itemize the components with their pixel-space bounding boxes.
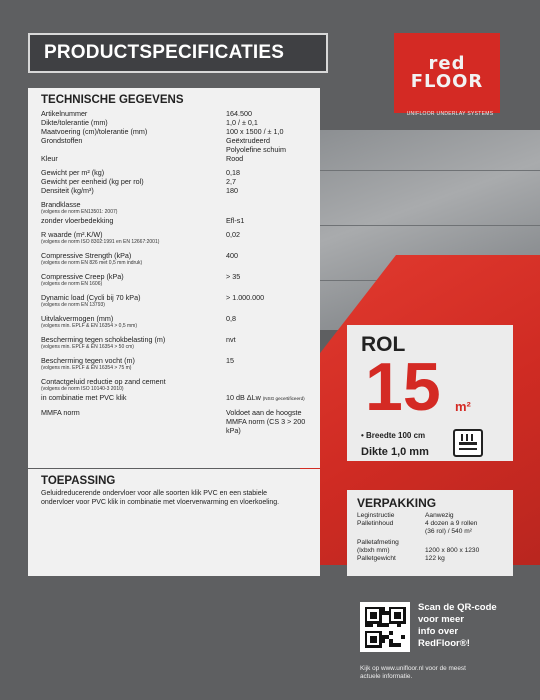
qr-finder: [370, 636, 377, 643]
spec-key: Grondstoffen: [41, 136, 83, 145]
roll-dimension-icon: [453, 429, 483, 457]
qr-code-icon[interactable]: [360, 602, 410, 652]
packaging-row: [357, 512, 503, 520]
qr-text-line: info over: [418, 626, 459, 637]
packaging-key: (lxbxh mm): [357, 547, 390, 554]
impact-sound-spec: [41, 377, 310, 403]
spec-key: zonder vloerbedekking: [41, 216, 114, 225]
technical-data-title: TECHNISCHE GEGEVENS: [41, 94, 184, 106]
spec-row: [41, 109, 310, 118]
icon-bar: [459, 442, 477, 445]
spec-key: Bescherming tegen schokbelasting (m): [41, 335, 166, 344]
packaging-row: [357, 539, 503, 547]
icon-bar: [459, 448, 477, 450]
spec-norm: (volgens de norm ISO 8302:1991 en EN 12667:2001): [41, 239, 160, 245]
spec-row: [41, 356, 310, 365]
spec-group: [41, 293, 310, 309]
footer-line: actuele informatie.: [360, 673, 413, 680]
roll-width: • Breedte 100 cm: [361, 431, 426, 440]
spec-row: [41, 314, 310, 323]
qr-text-line: voor meer: [418, 614, 464, 625]
redfloor-logo: [394, 33, 500, 113]
packaging-value: 4 dozen a 9 rollen: [425, 520, 478, 527]
qr-module: [401, 635, 405, 639]
spec-value: nvt: [226, 335, 236, 344]
spec-row: [41, 251, 310, 260]
icon-tick: [471, 434, 473, 441]
spec-row: [41, 216, 310, 225]
logo-word-bottom: FLOOR: [410, 71, 484, 92]
spec-value: Rood: [226, 154, 244, 163]
packaging-box: [347, 490, 513, 576]
impact-note: (NSG gecertificeerd): [262, 396, 305, 401]
spec-key: R waarde (m².K/W): [41, 230, 103, 239]
spec-row: [41, 145, 310, 154]
spec-value: Geëxtrudeerd: [226, 136, 270, 145]
spec-value: 164.500: [226, 109, 252, 118]
spec-value: Voldoet aan de hoogste: [226, 408, 302, 417]
spec-value: 1,0 / ± 0,1: [226, 118, 258, 127]
spec-row: [41, 272, 310, 281]
spec-value: 0,02: [226, 230, 240, 239]
footer-line: Kijk op www.unifloor.nl voor de meest: [360, 665, 466, 672]
roll-area-number: 15: [365, 349, 441, 425]
spec-group: [41, 314, 310, 330]
spec-key: Compressive Creep (kPa): [41, 272, 124, 281]
fire-class-spec: [41, 200, 310, 225]
packaging-key: Palletafmeting: [357, 539, 399, 546]
packaging-value: 122 kg: [425, 555, 445, 562]
spec-value: 0,18: [226, 168, 240, 177]
spec-key: Maatvoering (cm)/tolerantie (mm): [41, 127, 148, 136]
spec-value: Efl-s1: [226, 216, 245, 225]
spec-norm: (volgens de norm EN 826 met 0,5 mm indruk): [41, 260, 143, 266]
logo-tagline: UNIFLOOR UNDERLAY SYSTEMS: [406, 111, 494, 117]
spec-value: 180: [226, 186, 238, 195]
spec-row: [41, 377, 310, 386]
footer-note: [360, 665, 530, 681]
technical-data-panel: [28, 88, 320, 468]
spec-row: [41, 408, 310, 417]
spec-group: [41, 251, 310, 267]
spec-key: Gewicht per m² (kg): [41, 168, 105, 177]
spec-value: > 35: [226, 272, 241, 281]
spec-row: [41, 168, 310, 177]
application-text-line: Geluidreducerende ondervloer voor alle soorten klik PVC en een stabiele: [41, 490, 268, 497]
mmfa-spec: [41, 408, 310, 435]
page-header: [28, 33, 328, 73]
spec-value: MMFA norm (CS 3 > 200 kPa): [226, 417, 306, 435]
spec-value: Polyolefine schuim: [226, 145, 286, 154]
spec-key: Bescherming tegen vocht (m): [41, 356, 135, 365]
roll-area-unit: m²: [455, 399, 471, 414]
qr-module: [389, 631, 393, 635]
spec-row: [41, 293, 310, 302]
spec-key: Densiteit (kg/m³): [41, 186, 94, 195]
packaging-key: Palletgewicht: [357, 555, 396, 562]
spec-key: Brandklasse: [41, 200, 81, 209]
spec-norm: (volgens min. EPLF & EN 16354 > 0,5 mm): [41, 323, 138, 329]
spec-group: [41, 356, 310, 372]
spec-value: 400: [226, 251, 238, 260]
packaging-key: [357, 528, 425, 536]
spacer: [41, 417, 226, 435]
packaging-key: Palletinhoud: [357, 520, 394, 527]
spec-norm: (volgens de norm EN13501: 2007): [41, 209, 118, 215]
spec-key: Dynamic load (Cycli bij 70 kPa): [41, 293, 141, 302]
packaging-value: 1200 x 800 x 1230: [425, 547, 480, 554]
packaging-value: (36 rol) / 540 m²: [425, 528, 472, 535]
spec-key: Dikte/tolerantie (mm): [41, 118, 108, 127]
spec-key: MMFA norm: [41, 408, 80, 417]
spec-row: [41, 127, 310, 136]
packaging-row: [357, 547, 503, 555]
qr-module: [397, 643, 401, 647]
spec-value: > 1.000.000: [226, 293, 265, 302]
qr-text-line: Scan de QR-code: [418, 602, 497, 613]
spec-key: in combinatie met PVC klik: [41, 393, 127, 402]
spec-row: [41, 118, 310, 127]
impact-value: 10 dB ΔLw: [226, 393, 261, 402]
icon-tick: [461, 434, 463, 441]
spec-norm: (volgens de norm EN 13793): [41, 302, 105, 308]
spec-norm: (volgens min. EPLF & EN 16354 > 50 cm): [41, 344, 134, 350]
qr-text-line: RedFloor®!: [418, 638, 470, 649]
spec-norm: (volgens min. EPLF & EN 16354 > 75 m): [41, 365, 132, 371]
spec-row: [41, 136, 310, 145]
packaging-title: VERPAKKING: [357, 496, 437, 510]
spec-key: Artikelnummer: [41, 109, 88, 118]
spec-row: [41, 177, 310, 186]
spec-value: [226, 393, 310, 403]
spec-row: [41, 417, 310, 435]
spec-row: [41, 154, 310, 163]
application-text-line: ondervloer voor PVC klik in combinatie met vloerverwarming en vloerkoeling.: [41, 499, 280, 506]
packaging-row: [357, 555, 503, 563]
packaging-key: Leginstructie: [357, 512, 395, 519]
spec-row: [41, 200, 310, 209]
spec-key: Contactgeluid reductie op zand cement: [41, 377, 166, 386]
spec-value: 2,7: [226, 177, 236, 186]
roll-info-box: [347, 325, 513, 461]
spec-group: [41, 230, 310, 246]
application-panel: [28, 469, 320, 576]
spec-row: [41, 186, 310, 195]
packaging-value: Aanwezig: [425, 512, 454, 519]
packaging-row: [357, 520, 503, 528]
spec-row: [41, 230, 310, 239]
spec-value: 100 x 1500 / ± 1,0: [226, 127, 284, 136]
spec-group: [41, 272, 310, 288]
packaging-row: [357, 528, 503, 536]
spec-norm: (volgens de norm ISO 10140-3 2010): [41, 386, 124, 392]
spec-key: Compressive Strength (kPa): [41, 251, 132, 260]
spec-key: Gewicht per eenheid (kg per rol): [41, 177, 144, 186]
spec-key: [41, 145, 226, 154]
spec-group: [41, 335, 310, 351]
qr-finder: [370, 612, 377, 619]
spec-row: [41, 335, 310, 344]
spec-value: 15: [226, 356, 234, 365]
logo-word-top: red: [428, 53, 466, 74]
application-title: TOEPASSING: [41, 475, 116, 487]
weight-specs: [41, 168, 310, 195]
spec-key: Kleur: [41, 154, 58, 163]
qr-finder: [394, 612, 401, 619]
spec-norm: (volgens de norm EN 1606): [41, 281, 103, 287]
spec-value: 0,8: [226, 314, 236, 323]
roll-label: ROL: [361, 333, 406, 356]
icon-tick: [466, 434, 468, 441]
roll-thickness: Dikte 1,0 mm: [361, 446, 429, 458]
spec-row: [41, 393, 310, 403]
page-title: PRODUCTSPECIFICATIES: [44, 42, 285, 63]
qr-callout: [418, 602, 528, 650]
basic-specs: [41, 109, 310, 163]
spec-key: Uitvlakvermogen (mm): [41, 314, 114, 323]
